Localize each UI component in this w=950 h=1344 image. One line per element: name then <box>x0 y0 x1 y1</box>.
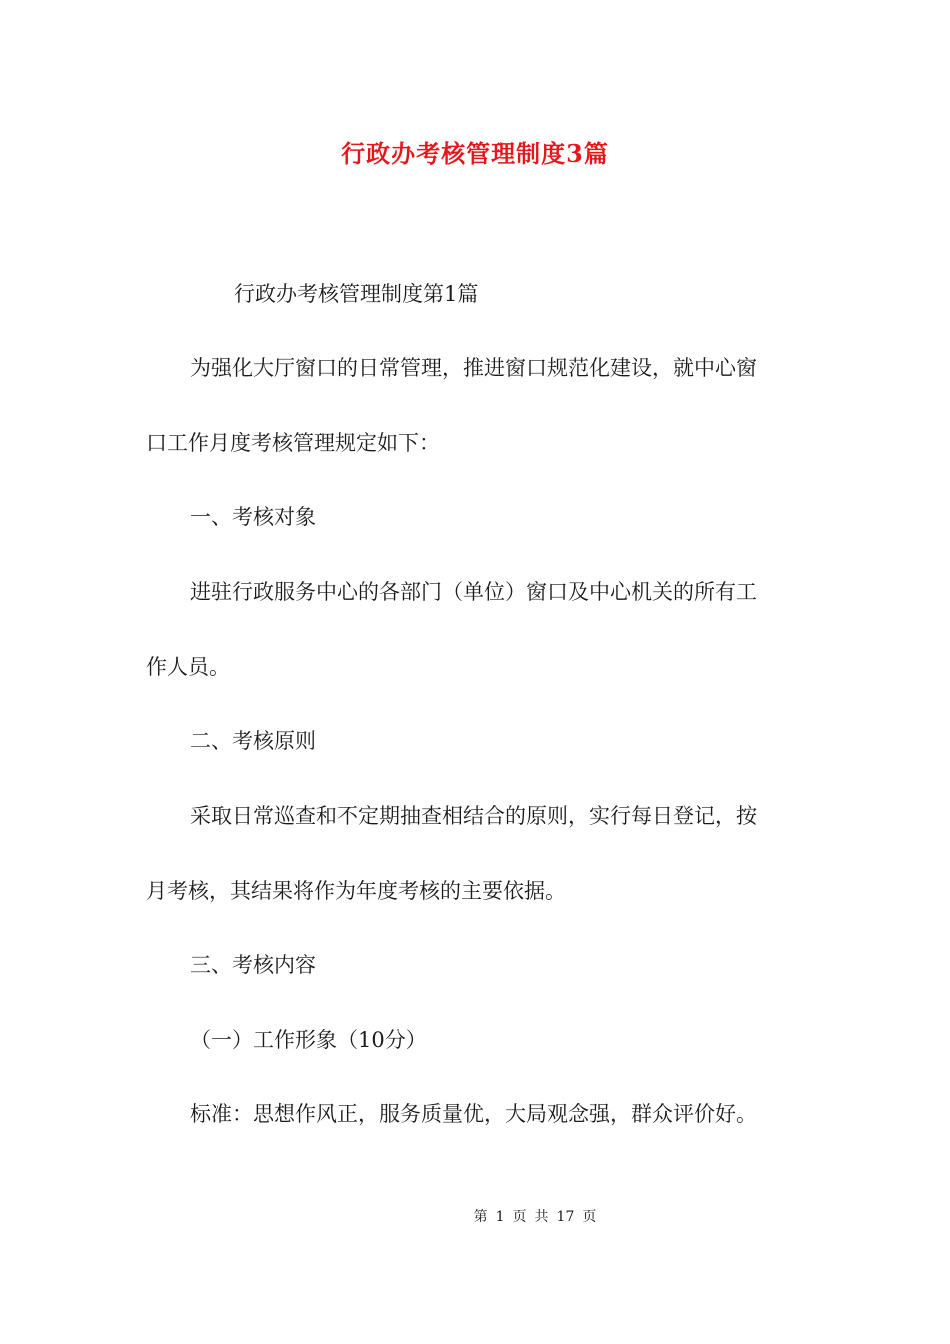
subsection-heading: （一）工作形象（10分） <box>190 1028 427 1052</box>
footer-page-word: 页 <box>512 1209 527 1225</box>
paragraph-line: 采取日常巡查和不定期抽查相结合的原则，实行每日登记，按 <box>190 804 757 828</box>
footer-total-prefix: 共 <box>534 1209 549 1225</box>
paragraph-line: 为强化大厅窗口的日常管理，推进窗口规范化建设，就中心窗 <box>190 356 757 380</box>
footer-total-pages: 17 <box>556 1209 575 1225</box>
page-title: 行政办考核管理制度3篇 <box>341 139 609 168</box>
paragraph-line: 作人员。 <box>146 655 230 679</box>
paragraph-line: 月考核，其结果将作为年度考核的主要依据。 <box>146 879 566 903</box>
page-footer <box>0 1207 950 1227</box>
footer-current-page: 1 <box>495 1209 505 1225</box>
footer-page-prefix: 第 <box>473 1209 488 1225</box>
footer-total-suffix: 页 <box>582 1209 597 1225</box>
section-heading: 三、考核内容 <box>190 953 316 977</box>
section-heading: 一、考核对象 <box>190 505 316 529</box>
paragraph-line: 口工作月度考核管理规定如下： <box>146 431 440 455</box>
paragraph-line: 标准：思想作风正，服务质量优，大局观念强，群众评价好。 <box>190 1102 757 1126</box>
section-heading: 二、考核原则 <box>190 729 316 753</box>
paragraph-line: 进驻行政服务中心的各部门（单位）窗口及中心机关的所有工 <box>190 580 757 604</box>
section-subtitle: 行政办考核管理制度第1篇 <box>234 282 479 306</box>
